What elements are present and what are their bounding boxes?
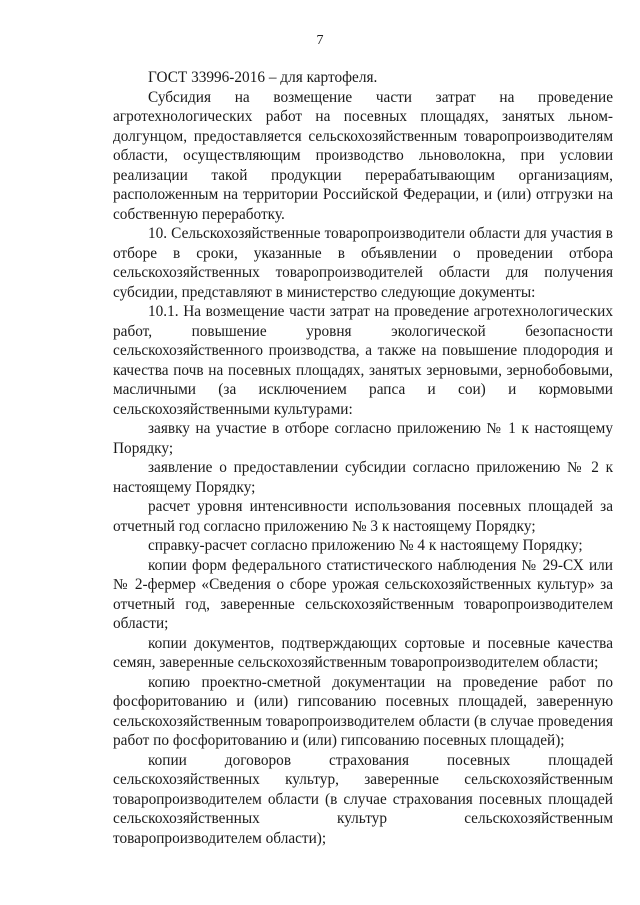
list-item-insurance-contracts: копии договоров страхования посевных площадей сельскохозяйственных культур, заверенные сельскохозяйственным товаропроизводителем области (в случае страхования посевных площадей сельскохозяйственных культур сельскохозяйственным товаропроизводителем области); xyxy=(113,751,613,847)
paragraph-10-1: 10.1. На возмещение части затрат на проведение агротехнологических работ, повышение уровня экологической безопасности сельскохозяйственного производства, а также на повышение плодородия и качества почв на посевных площадях, занятых зерновыми, зернобобовыми, масличными (за исключением рапса и сои) и кормовыми сельскохозяйственными культурами: xyxy=(113,303,613,418)
list-item-statistical-forms: копии форм федерального статистического наблюдения № 29-СХ или № 2-фермер «Сведения о сборе урожая сельскохозяйственных культур» за отчетный год, заверенные сельскохозяйственным товаропроизводителем области; xyxy=(113,556,613,632)
paragraph-gost: ГОСТ 33996-2016 – для картофеля. xyxy=(148,69,378,86)
paragraph-subsidy-flax: Субсидия на возмещение части затрат на проведение агротехнологических работ на посевных площадях, занятых льном-долгунцом, предоставляется сельскохозяйственным товаропроизводителям области, осуществляющим производство льноволокна, при условии реализации такой продукции перерабатывающим организациям, расположенным на территории Российской Федерации, и (или) отгрузки на собственную переработку. xyxy=(113,88,613,223)
list-item-intensity-calculation: расчет уровня интенсивности использования посевных площадей за отчетный год согласно приложению № 3 к настоящему Порядку; xyxy=(113,498,613,535)
list-item-statement: заявление о предоставлении субсидии согласно приложению № 2 к настоящему Порядку; xyxy=(113,459,613,496)
list-item-seed-quality-documents: копии документов, подтверждающих сортовые и посевные качества семян, заверенные сельскохозяйственным товаропроизводителем области; xyxy=(113,634,613,671)
list-item-design-documentation: копию проектно-сметной документации на проведение работ по фосфоритованию и (или) гипсованию посевных площадей, заверенную сельскохозяйственным товаропроизводителем области (в случае проведения работ по фосфоритованию и (или) гипсованию посевных площадей); xyxy=(113,673,613,749)
document-body xyxy=(113,68,613,848)
page-number: 7 xyxy=(316,33,324,48)
list-item-application: заявку на участие в отборе согласно приложению № 1 к настоящему Порядку; xyxy=(113,420,613,457)
paragraph-10: 10. Сельскохозяйственные товаропроизводители области для участия в отборе в сроки, указанные в объявлении о проведении отбора сельскохозяйственных товаропроизводителей области для получения субсидии, представляют в министерство следующие документы: xyxy=(113,225,613,301)
list-item-reference-calculation: справку-расчет согласно приложению № 4 к настоящему Порядку; xyxy=(148,537,583,554)
